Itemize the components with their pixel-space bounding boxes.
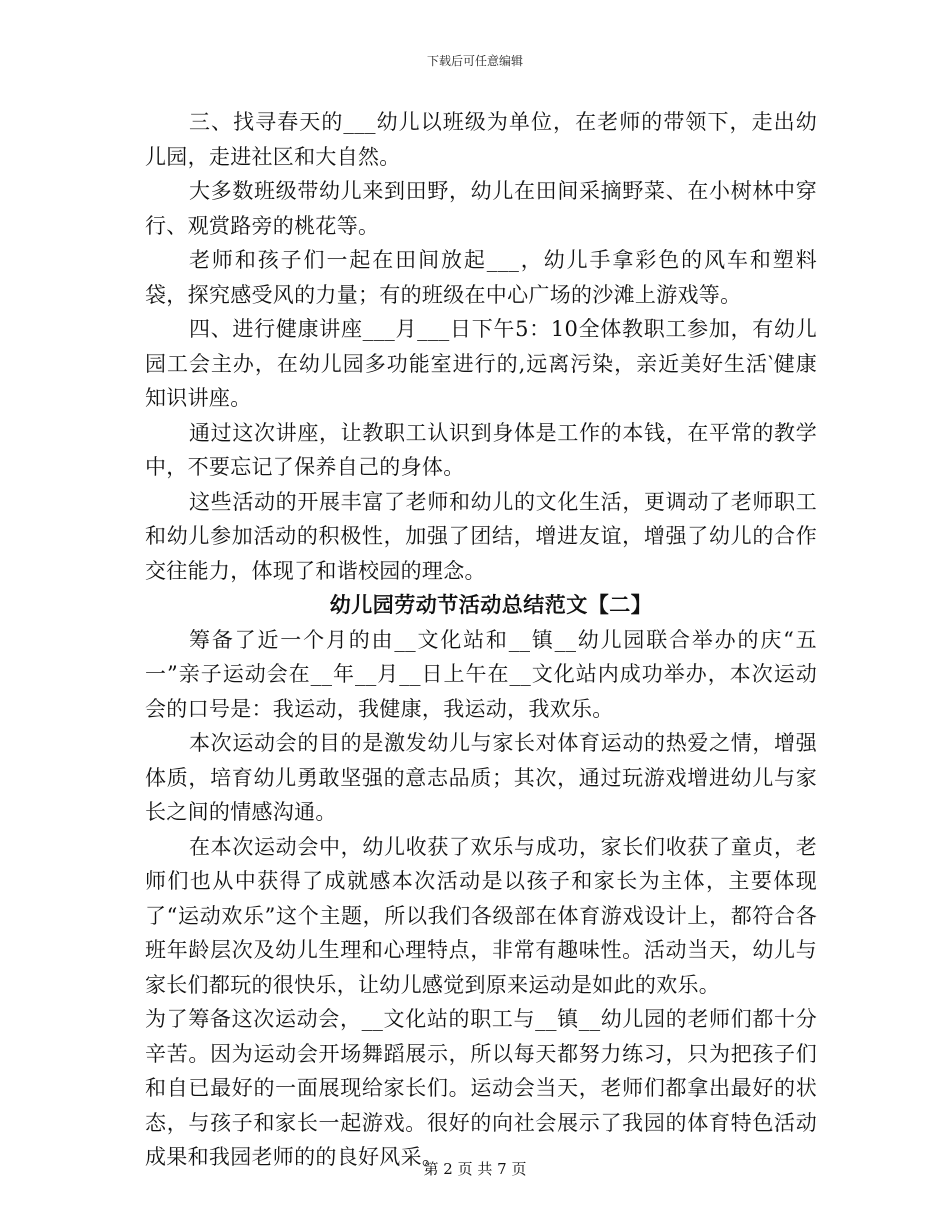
page-number: 第 2 页 共 7 页: [423, 1160, 527, 1178]
paragraph: 三、找寻春天的___幼儿以班级为单位，在老师的带领下，走出幼儿园，走进社区和大自然。: [145, 110, 817, 169]
paragraph: 在本次运动会中，幼儿收获了欢乐与成功，家长们收获了童贞，老师们也从中获得了成就感本次活动是以孩子和家长为主体，主要体现了“运动欢乐”这个主题，所以我们各级部在体育游戏设计上，都符合各班年龄层次及幼儿生理和心理特点，非常有趣味性。活动当天，幼儿与家长们都玩的很快乐，让幼儿感觉到原来运动是如此的欢乐。: [145, 834, 817, 997]
paragraph: 老师和孩子们一起在田间放起___，幼儿手拿彩色的风车和塑料袋，探究感受风的力量；有的班级在中心广场的沙滩上游戏等。: [145, 248, 817, 307]
document-body: [145, 105, 817, 1175]
section-title: 幼儿园劳动节活动总结范文【二】: [329, 592, 653, 617]
header-note: 下载后可任意编辑: [426, 54, 523, 68]
paragraph: 本次运动会的目的是激发幼儿与家长对体育运动的热爱之情，增强体质，培育幼儿勇敢坚强的意志品质；其次，通过玩游戏增进幼儿与家长之间的情感沟通。: [145, 731, 817, 824]
paragraph: 为了筹备这次运动会，__文化站的职工与__镇__幼儿园的老师们都十分辛苦。因为运动会开场舞蹈展示，所以每天都努力练习，只为把孩子们和自已最好的一面展现给家长们。运动会当天，老师们都拿出最好的状态，与孩子和家长一起游戏。很好的向社会展示了我园的体育特色活动成果和我园老师的的良好风采。: [145, 1007, 817, 1169]
paragraph: 这些活动的开展丰富了老师和幼儿的文化生活，更调动了老师职工和幼儿参加活动的积极性，加强了团结，增进友谊，增强了幼儿的合作交往能力，体现了和谐校园的理念。: [145, 489, 817, 583]
paragraph: 四、进行健康讲座___月___日下午5：10全体教职工参加，有幼儿园工会主办，在幼儿园多功能室进行的,远离污染，亲近美好生活‵健康知识讲座。: [145, 317, 817, 410]
paragraph: 通过这次讲座，让教职工认识到身体是工作的本钱，在平常的教学中，不要忘记了保养自己的身体。: [145, 420, 817, 479]
paragraph: 筹备了近一个月的由__文化站和__镇__幼儿园联合举办的庆“五一”亲子运动会在__年__月__日上午在__文化站内成功举办，本次运动会的口号是：我运动，我健康，我运动，我欢乐。: [145, 627, 817, 721]
paragraph: 大多数班级带幼儿来到田野，幼儿在田间采摘野菜、在小树林中穿行、观赏路旁的桃花等。: [145, 179, 817, 238]
